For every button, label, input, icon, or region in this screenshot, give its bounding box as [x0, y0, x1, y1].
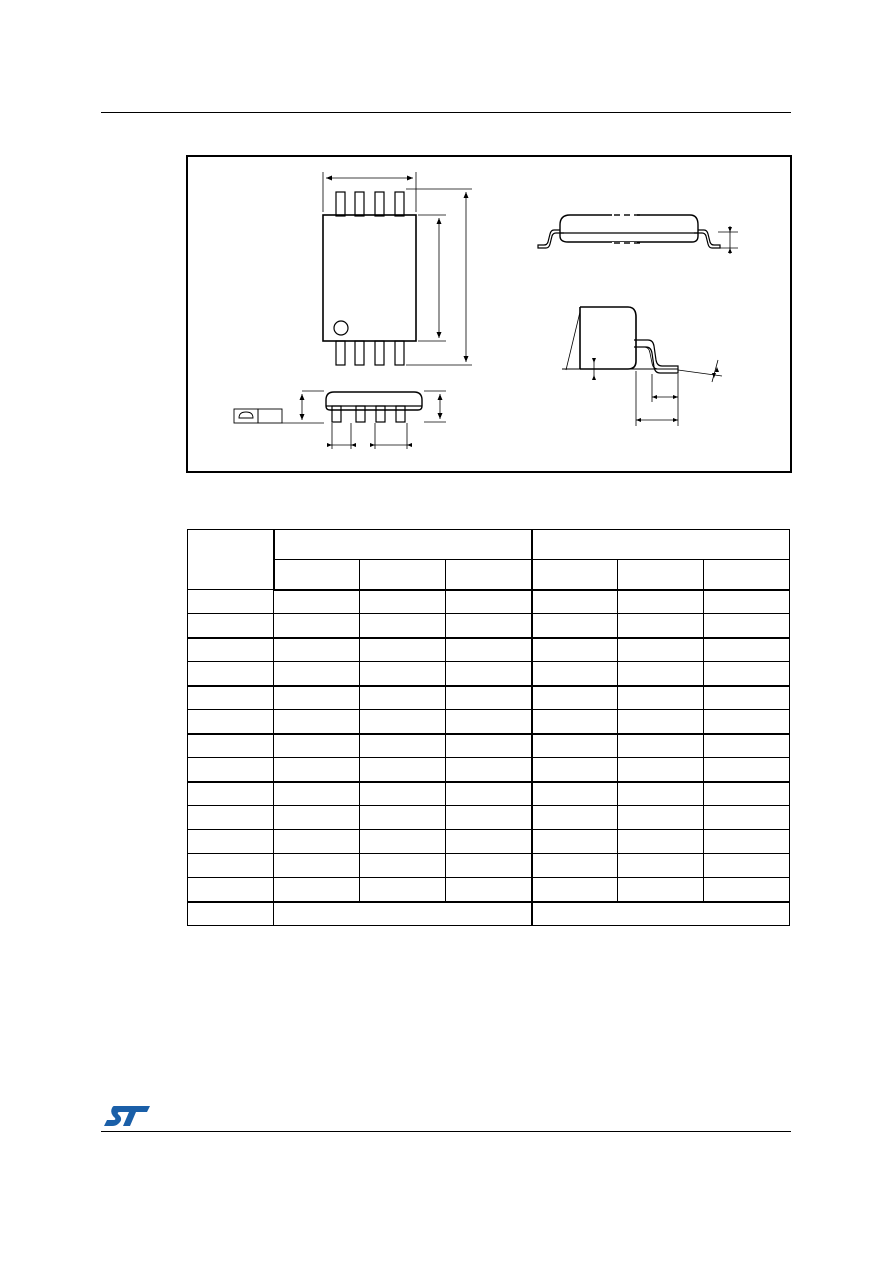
table-cell — [188, 854, 274, 878]
table-cell — [446, 758, 532, 782]
table-cell — [446, 734, 532, 758]
table-cell — [704, 854, 790, 878]
table-cell — [360, 782, 446, 806]
table-cell — [618, 854, 704, 878]
table-cell — [188, 710, 274, 734]
table-cell — [274, 830, 360, 854]
table-cell — [274, 854, 360, 878]
table-cell — [274, 902, 532, 926]
table-cell — [618, 878, 704, 902]
table-cell — [274, 782, 360, 806]
table-cell — [532, 854, 618, 878]
table-cell — [704, 686, 790, 710]
table-cell — [446, 782, 532, 806]
subheader — [532, 560, 618, 590]
table-cell — [274, 638, 360, 662]
table-cell — [188, 758, 274, 782]
table-cell — [704, 758, 790, 782]
table-cell — [274, 614, 360, 638]
package-top-view-icon — [323, 172, 472, 365]
table-cell — [188, 806, 274, 830]
table-cell — [274, 878, 360, 902]
table-cell — [188, 782, 274, 806]
table-cell — [188, 590, 274, 614]
table-cell — [618, 830, 704, 854]
table-cell — [360, 590, 446, 614]
table-cell — [532, 902, 790, 926]
table-cell — [446, 878, 532, 902]
package-side-view-icon — [300, 391, 447, 449]
table-cell — [274, 758, 360, 782]
table-cell — [446, 710, 532, 734]
table-cell — [274, 710, 360, 734]
table-cell — [532, 614, 618, 638]
table-cell — [360, 710, 446, 734]
table-cell — [532, 638, 618, 662]
table-cell — [618, 662, 704, 686]
table-cell — [188, 662, 274, 686]
subheader — [274, 560, 360, 590]
table-cell — [532, 758, 618, 782]
st-logo — [104, 1104, 154, 1133]
table-cell — [188, 638, 274, 662]
table-cell — [360, 830, 446, 854]
table-cell — [188, 686, 274, 710]
table-cell — [446, 614, 532, 638]
group-header-1 — [274, 530, 532, 560]
package-drawing — [186, 155, 792, 473]
table-cell — [188, 878, 274, 902]
table-cell — [704, 662, 790, 686]
table-cell — [532, 782, 618, 806]
table-cell — [532, 830, 618, 854]
table-cell — [704, 830, 790, 854]
table-cell — [446, 662, 532, 686]
table-cell — [446, 806, 532, 830]
table-cell — [704, 734, 790, 758]
footer-rule — [101, 1131, 791, 1132]
table-cell — [704, 638, 790, 662]
seating-plane-gauge-icon — [234, 409, 302, 423]
table-cell — [360, 854, 446, 878]
table-cell — [360, 806, 446, 830]
table-cell — [532, 590, 618, 614]
table-cell — [618, 758, 704, 782]
table-cell — [274, 686, 360, 710]
table-cell — [446, 590, 532, 614]
table-cell — [704, 878, 790, 902]
table-cell — [704, 710, 790, 734]
table-cell — [446, 830, 532, 854]
table-cell — [532, 662, 618, 686]
header-rule — [101, 112, 791, 113]
table-cell — [446, 686, 532, 710]
table-cell — [618, 590, 704, 614]
table-cell — [360, 686, 446, 710]
table-cell — [532, 686, 618, 710]
group-header-2 — [532, 530, 790, 560]
table-cell — [274, 734, 360, 758]
table-cell — [446, 638, 532, 662]
table-cell — [618, 782, 704, 806]
subheader — [704, 560, 790, 590]
dimensions-table — [187, 529, 790, 926]
table-cell — [360, 662, 446, 686]
subheader — [618, 560, 704, 590]
table-cell — [274, 662, 360, 686]
table-cell — [532, 710, 618, 734]
table-cell — [704, 782, 790, 806]
table-cell — [188, 902, 274, 926]
table-cell — [360, 878, 446, 902]
table-cell — [618, 710, 704, 734]
table-cell — [704, 590, 790, 614]
table-cell — [446, 854, 532, 878]
table-cell — [532, 878, 618, 902]
table-cell — [360, 638, 446, 662]
table-cell — [188, 614, 274, 638]
table-cell — [360, 758, 446, 782]
table-cell — [618, 806, 704, 830]
subheader — [360, 560, 446, 590]
table-cell — [188, 734, 274, 758]
lead-detail-view-icon — [562, 307, 722, 426]
table-cell — [188, 830, 274, 854]
subheader — [446, 560, 532, 590]
table-cell — [274, 806, 360, 830]
table-cell — [618, 734, 704, 758]
table-cell — [274, 590, 360, 614]
table-cell — [360, 614, 446, 638]
lead-profile-view-icon — [538, 215, 738, 254]
header-symbol — [188, 530, 274, 590]
table-cell — [618, 614, 704, 638]
table-cell — [704, 806, 790, 830]
table-cell — [704, 614, 790, 638]
table-cell — [532, 734, 618, 758]
table-cell — [618, 638, 704, 662]
table-cell — [360, 734, 446, 758]
table-cell — [532, 806, 618, 830]
table-cell — [618, 686, 704, 710]
